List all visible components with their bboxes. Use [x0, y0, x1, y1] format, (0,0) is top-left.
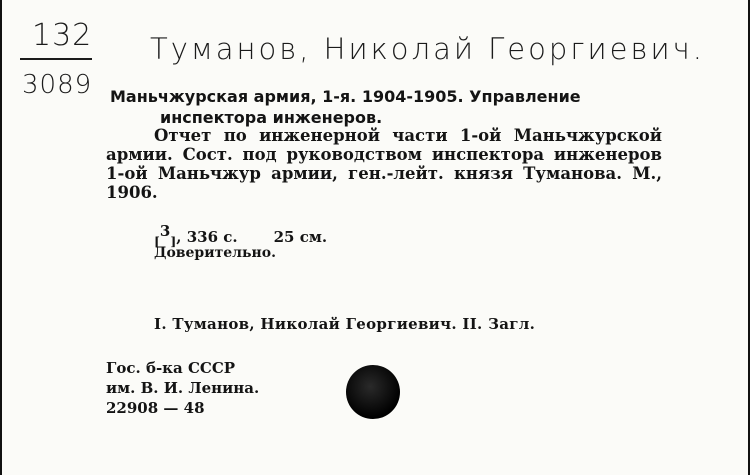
library-line-2: им. В. И. Ленина. — [106, 379, 260, 397]
description-text: Отчет по инженерной части 1-ой Маньчжурской армии. Сост. под руководством инспектора инженеров 1-ой Маньчжур армии, ген.-лейт. князя Туманова. М., 1906. — [106, 126, 662, 202]
collation-size: 25 см. — [273, 228, 328, 246]
author-handwritten: Туманов, Николай Георгиевич. — [150, 32, 705, 66]
heading-line-1: Маньчжурская армия, 1-я. 1904-1905. Управление — [110, 87, 581, 106]
punch-hole — [346, 365, 400, 419]
library-stamp — [106, 358, 259, 418]
library-line-3: 22908 — 48 — [106, 399, 205, 417]
bibliographic-description — [106, 126, 662, 202]
corporate-heading — [110, 86, 670, 128]
tracing-line: I. Туманов, Николай Георгиевич. II. Загл. — [154, 315, 536, 333]
inventory-number: 3089 — [22, 70, 93, 100]
shelf-mark-underline — [20, 58, 92, 60]
restriction-note: Доверительно. — [154, 245, 277, 261]
collation-signature: 3 — [159, 222, 171, 240]
shelf-mark: 132 — [32, 18, 93, 53]
collation: $_[^3_]$, 336 с. 25 см. — [154, 222, 328, 249]
collation-pages: , 336 с. — [176, 228, 238, 246]
heading-line-2: инспектора инженеров. — [160, 108, 383, 127]
library-line-1: Гос. б-ка СССР — [106, 359, 236, 377]
